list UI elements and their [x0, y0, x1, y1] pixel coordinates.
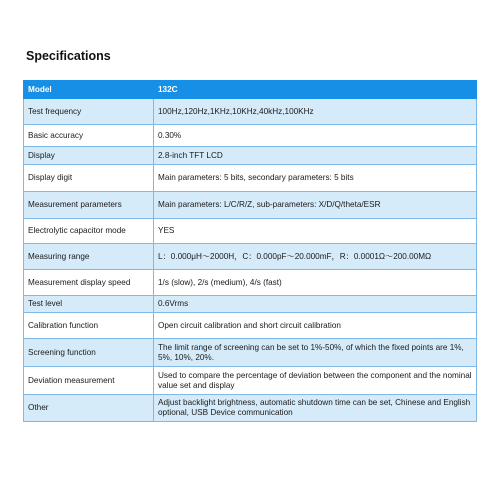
row-value: Adjust backlight brightness, automatic shutdown time can be set, Chinese and English optional, USB Device communication [154, 395, 477, 422]
table-row [24, 395, 477, 422]
table-row [24, 244, 477, 270]
specifications-table [23, 80, 477, 422]
table-row [24, 99, 477, 125]
row-value: 0.6Vrms [154, 296, 477, 313]
row-label: Measurement display speed [24, 270, 154, 296]
row-value: Main parameters: 5 bits, secondary parameters: 5 bits [154, 165, 477, 192]
page-title: Specifications [26, 49, 111, 63]
row-value: The limit range of screening can be set to 1%-50%, of which the fixed points are 1%, 5%, 10%, 20%. [154, 339, 477, 367]
table-row [24, 313, 477, 339]
row-label: Display [24, 147, 154, 165]
row-value: 100Hz,120Hz,1KHz,10KHz,40kHz,100KHz [154, 99, 477, 125]
model-value: 132C [154, 81, 477, 99]
model-label: Model [24, 81, 154, 99]
table-row [24, 219, 477, 244]
row-label: Other [24, 395, 154, 422]
row-label: Display digit [24, 165, 154, 192]
row-value: 2.8-inch TFT LCD [154, 147, 477, 165]
row-value: 1/s (slow), 2/s (medium), 4/s (fast) [154, 270, 477, 296]
table-row [24, 125, 477, 147]
row-value: Main parameters: L/C/R/Z, sub-parameters: X/D/Q/theta/ESR [154, 192, 477, 219]
table-row [24, 270, 477, 296]
row-value: YES [154, 219, 477, 244]
table-row [24, 339, 477, 367]
row-label: Electrolytic capacitor mode [24, 219, 154, 244]
row-label: Measurement parameters [24, 192, 154, 219]
row-label: Calibration function [24, 313, 154, 339]
row-label: Test frequency [24, 99, 154, 125]
row-value: L：0.000μH～2000H，C：0.000pF～20.000mF，R：0.0001Ω～200.00MΩ [154, 244, 477, 270]
table-row [24, 147, 477, 165]
table-row [24, 165, 477, 192]
row-label: Test level [24, 296, 154, 313]
row-label: Basic accuracy [24, 125, 154, 147]
row-value: Used to compare the percentage of deviation between the component and the nominal value set and display [154, 367, 477, 395]
row-label: Measuring range [24, 244, 154, 270]
row-label: Screening function [24, 339, 154, 367]
row-label: Deviation measurement [24, 367, 154, 395]
table-header-row [24, 81, 477, 99]
table-row [24, 192, 477, 219]
row-value: 0.30% [154, 125, 477, 147]
table-row [24, 367, 477, 395]
table-row [24, 296, 477, 313]
row-value: Open circuit calibration and short circuit calibration [154, 313, 477, 339]
